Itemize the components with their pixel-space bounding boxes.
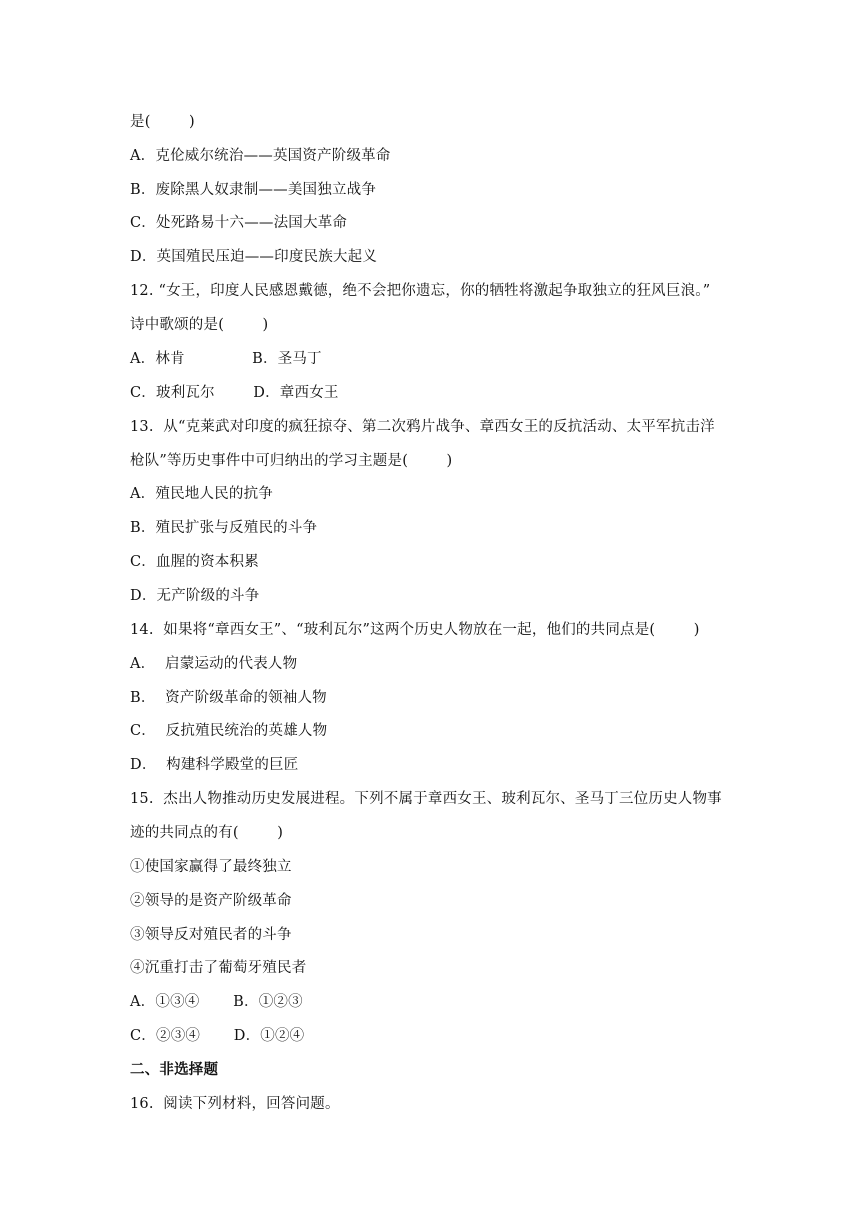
q14-option-a: A． 启蒙运动的代表人物 <box>130 656 298 672</box>
section-heading: 二、非选择题 <box>130 1061 219 1078</box>
q11-option-a: A．克伦威尔统治——英国资产阶级革命 <box>130 148 391 164</box>
q15-options-c-d: C．②③④ D．①②④ <box>130 1028 305 1044</box>
q16-stem: 16. 阅读下列材料，回答问题。 <box>130 1096 340 1112</box>
q14-option-c: C． 反抗殖民统治的英雄人物 <box>130 723 328 739</box>
q13-option-a: A．殖民地人民的抗争 <box>130 486 273 502</box>
q11-option-b: B．废除黑人奴隶制——美国独立战争 <box>130 182 377 198</box>
q13-option-b: B．殖民扩张与反殖民的斗争 <box>130 520 318 536</box>
q15-options-a-b: A．①③④ B．①②③ <box>130 994 303 1010</box>
q12-options-a-b: A．林肯 B．圣马丁 <box>130 351 322 367</box>
q12-stem-line-1: 12. “女王，印度人民感恩戴德，绝不会把你遗忘，你的牺牲将激起争取独立的狂风巨浪。” <box>130 283 711 299</box>
q13-stem-line-1: 13. 从“克莱武对印度的疯狂掠夺、第二次鸦片战争、章西女王的反抗活动、太平军抗击洋 <box>130 419 715 435</box>
q12-options-c-d: C．玻利瓦尔 D．章西女王 <box>130 385 339 401</box>
q15-stem-line-1: 15. 杰出人物推动历史发展进程。下列不属于章西女王、玻利瓦尔、圣马丁三位历史人物事 <box>130 791 722 807</box>
q15-statement-1: ①使国家赢得了最终独立 <box>130 859 292 875</box>
q13-option-d: D．无产阶级的斗争 <box>130 588 260 604</box>
q14-option-b: B． 资产阶级革命的领袖人物 <box>130 690 327 706</box>
q15-statement-2: ②领导的是资产阶级革命 <box>130 893 292 909</box>
q13-option-c: C．血腥的资本积累 <box>130 554 259 570</box>
q13-stem-line-2: 枪队”等历史事件中可归纳出的学习主题是( ) <box>130 453 453 469</box>
q11-stem-tail: 是( ) <box>130 114 195 130</box>
q11-option-d: D．英国殖民压迫——印度民族大起义 <box>130 249 378 265</box>
q15-stem-line-2: 迹的共同点的有( ) <box>130 825 284 841</box>
q11-option-c: C．处死路易十六——法国大革命 <box>130 215 348 231</box>
q15-statement-3: ③领导反对殖民者的斗争 <box>130 927 292 943</box>
q14-option-d: D． 构建科学殿堂的巨匠 <box>130 757 299 773</box>
q14-stem: 14. 如果将“章西女王”、“玻利瓦尔”这两个历史人物放在一起，他们的共同点是( ) <box>130 622 700 638</box>
q15-statement-4: ④沉重打击了葡萄牙殖民者 <box>130 960 307 976</box>
q12-stem-line-2: 诗中歌颂的是( ) <box>130 317 269 333</box>
